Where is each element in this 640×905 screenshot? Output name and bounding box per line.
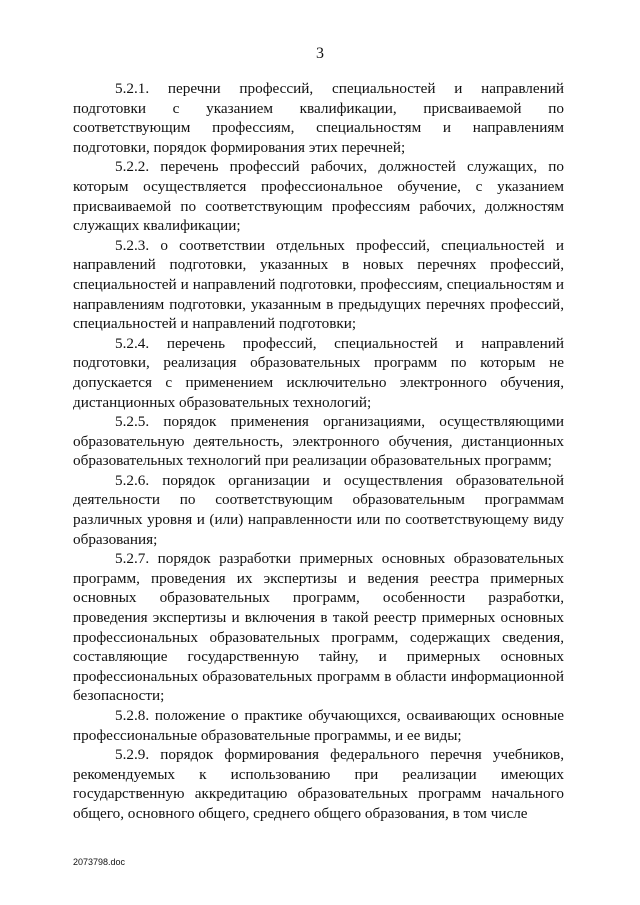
paragraph-5-2-6: 5.2.6. порядок организации и осуществления образовательной деятельности по соответствующим образовательным программам различных уровня и (или) направленности или по соответствующему виду образования; bbox=[73, 471, 564, 548]
paragraph-5-2-2: 5.2.2. перечень профессий рабочих, должностей служащих, по которым осуществляется профессиональное обучение, с указанием присваиваемой по соответствующим профессиям рабочих, должностям служащих квалификации; bbox=[73, 158, 564, 235]
footer-filename: 2073798.doc bbox=[73, 857, 126, 867]
paragraph-5-2-3: 5.2.3. о соответствии отдельных профессий, специальностей и направлений подготовки, указанных в новых перечнях профессий, специальностей и направлений подготовки, профессиям, специальностям и направлениям подготовки, указанным в предыдущих перечнях профессий, специальностей и направлений подготовки; bbox=[73, 236, 564, 333]
page-number: 3 bbox=[316, 45, 324, 62]
paragraph-5-2-7: 5.2.7. порядок разработки примерных основных образовательных программ, проведения их экспертизы и ведения реестра примерных основных образовательных программ, особенности разработки, проведения экспертизы и включения в такой реестр примерных основных профессиональных образовательных программ, содержащих сведения, составляющие государственную тайну, и примерных основных профессиональных образовательных программ в области информационной безопасности; bbox=[73, 550, 564, 705]
paragraph-5-2-8: 5.2.8. положение о практике обучающихся, осваивающих основные профессиональные образовательные программы, и ее виды; bbox=[73, 707, 564, 744]
paragraph-5-2-9: 5.2.9. порядок формирования федерального перечня учебников, рекомендуемых к использованию при реализации имеющих государственную аккредитацию образовательных программ начального общего, основного общего, среднего общего образования, в том числе bbox=[73, 746, 564, 822]
document-body bbox=[73, 79, 564, 824]
paragraph-5-2-5: 5.2.5. порядок применения организациями, осуществляющими образовательную деятельность, электронного обучения, дистанционных образовательных технологий при реализации образовательных программ; bbox=[73, 413, 564, 470]
paragraph-5-2-1: 5.2.1. перечни профессий, специальностей и направлений подготовки с указанием квалификации, присваиваемой по соответствующим профессиям, специальностям и направлениям подготовки, порядок формирования этих перечней; bbox=[73, 80, 564, 156]
paragraph-5-2-4: 5.2.4. перечень профессий, специальностей и направлений подготовки, реализация образовательных программ по которым не допускается с применением исключительно электронного обучения, дистанционных образовательных технологий; bbox=[73, 334, 564, 411]
